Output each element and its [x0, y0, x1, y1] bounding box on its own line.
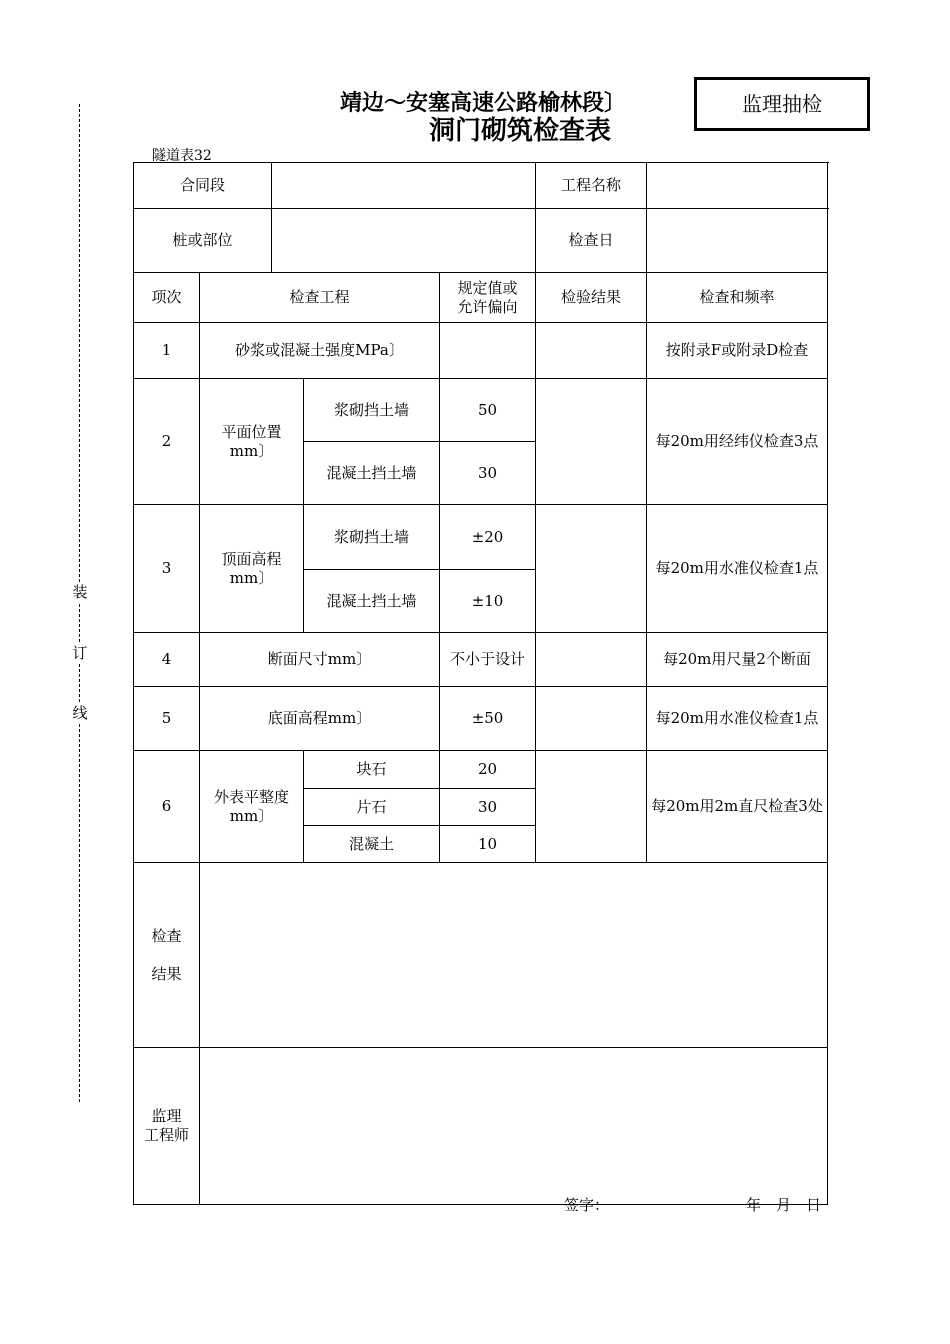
row-no: 1 — [134, 323, 200, 379]
table-row — [134, 751, 828, 789]
col-header-item: 检查工程 — [200, 273, 440, 323]
signature-label: 签字： — [564, 1196, 610, 1214]
inspection-result-label: 检查 结果 — [134, 863, 200, 1048]
contract-field[interactable] — [272, 163, 536, 209]
form-number: 隧道表32 — [152, 148, 212, 164]
inspection-result-field[interactable] — [200, 863, 828, 1048]
inspection-date-field[interactable] — [647, 209, 828, 273]
project-name-field[interactable] — [647, 163, 828, 209]
contract-label: 合同段 — [134, 163, 272, 209]
row-subitem: 浆砌挡土墙 — [304, 505, 440, 570]
inspection-table — [133, 162, 828, 1214]
row-spec: 不小于设计 — [440, 633, 536, 687]
supervising-engineer-label: 监理 工程师 — [134, 1048, 200, 1205]
inspection-date-label: 检查日 — [536, 209, 647, 273]
document-title-line2: 洞门砌筑检查表 — [428, 116, 611, 146]
row-subitem: 混凝土挡土墙 — [304, 442, 440, 505]
row-subitem: 浆砌挡土墙 — [304, 379, 440, 442]
binding-char-ding: 订 — [72, 644, 88, 662]
row-no: 6 — [134, 751, 200, 863]
binding-char-zhuang: 装 — [72, 583, 88, 601]
table-row — [134, 687, 828, 751]
row-spec: ±50 — [440, 687, 536, 751]
row-item: 断面尺寸mm〕 — [200, 633, 440, 687]
row-result-field[interactable] — [536, 505, 647, 633]
col-header-spec: 规定值或 允许偏向 — [440, 273, 536, 323]
row-spec[interactable] — [440, 323, 536, 379]
row-item: 底面高程mm〕 — [200, 687, 440, 751]
signature-date: 年 月 日 — [746, 1196, 822, 1214]
row-spec: 30 — [440, 442, 536, 505]
row-method: 每20m用水准仪检查1点 — [647, 687, 828, 751]
row-method: 每20m用2m直尺检查3处 — [647, 751, 828, 863]
supervising-engineer-field[interactable] — [200, 1048, 828, 1214]
row-result-field[interactable] — [536, 323, 647, 379]
table-row — [134, 379, 828, 442]
col-header-method: 检查和频率 — [647, 273, 828, 323]
station-label: 桩或部位 — [134, 209, 272, 273]
row-subitem: 片石 — [304, 789, 440, 826]
row-method: 每20m用经纬仪检查3点 — [647, 379, 828, 505]
supervision-stamp: 监理抽检 — [694, 77, 870, 131]
row-spec: 30 — [440, 789, 536, 826]
row-result-field[interactable] — [536, 687, 647, 751]
row-result-field[interactable] — [536, 751, 647, 863]
row-item: 外表平整度 mm〕 — [200, 751, 304, 863]
row-result-field[interactable] — [536, 633, 647, 687]
document-title-line1: 靖边～安塞高速公路榆林段〕 — [340, 91, 627, 116]
project-name-label: 工程名称 — [536, 163, 647, 209]
row-no: 2 — [134, 379, 200, 505]
row-result-field[interactable] — [536, 379, 647, 505]
row-subitem: 混凝土挡土墙 — [304, 570, 440, 633]
binding-char-xian: 线 — [72, 704, 88, 722]
table-row — [134, 323, 828, 379]
row-spec: 50 — [440, 379, 536, 442]
table-row — [134, 505, 828, 570]
row-item: 砂浆或混凝土强度MPa〕 — [200, 323, 440, 379]
row-no: 4 — [134, 633, 200, 687]
row-method: 按附录F或附录D检查 — [647, 323, 828, 379]
col-header-result: 检验结果 — [536, 273, 647, 323]
table-row — [134, 633, 828, 687]
row-spec: ±20 — [440, 505, 536, 570]
row-item: 平面位置 mm〕 — [200, 379, 304, 505]
station-field[interactable] — [272, 209, 536, 273]
row-subitem: 混凝土 — [304, 826, 440, 863]
row-no: 5 — [134, 687, 200, 751]
row-spec: 10 — [440, 826, 536, 863]
col-header-no: 项次 — [134, 273, 200, 323]
row-method: 每20m用水准仪检查1点 — [647, 505, 828, 633]
row-no: 3 — [134, 505, 200, 633]
row-spec: 20 — [440, 751, 536, 789]
row-item: 顶面高程 mm〕 — [200, 505, 304, 633]
binding-line — [79, 104, 80, 1102]
row-method: 每20m用尺量2个断面 — [647, 633, 828, 687]
row-spec: ±10 — [440, 570, 536, 633]
row-subitem: 块石 — [304, 751, 440, 789]
